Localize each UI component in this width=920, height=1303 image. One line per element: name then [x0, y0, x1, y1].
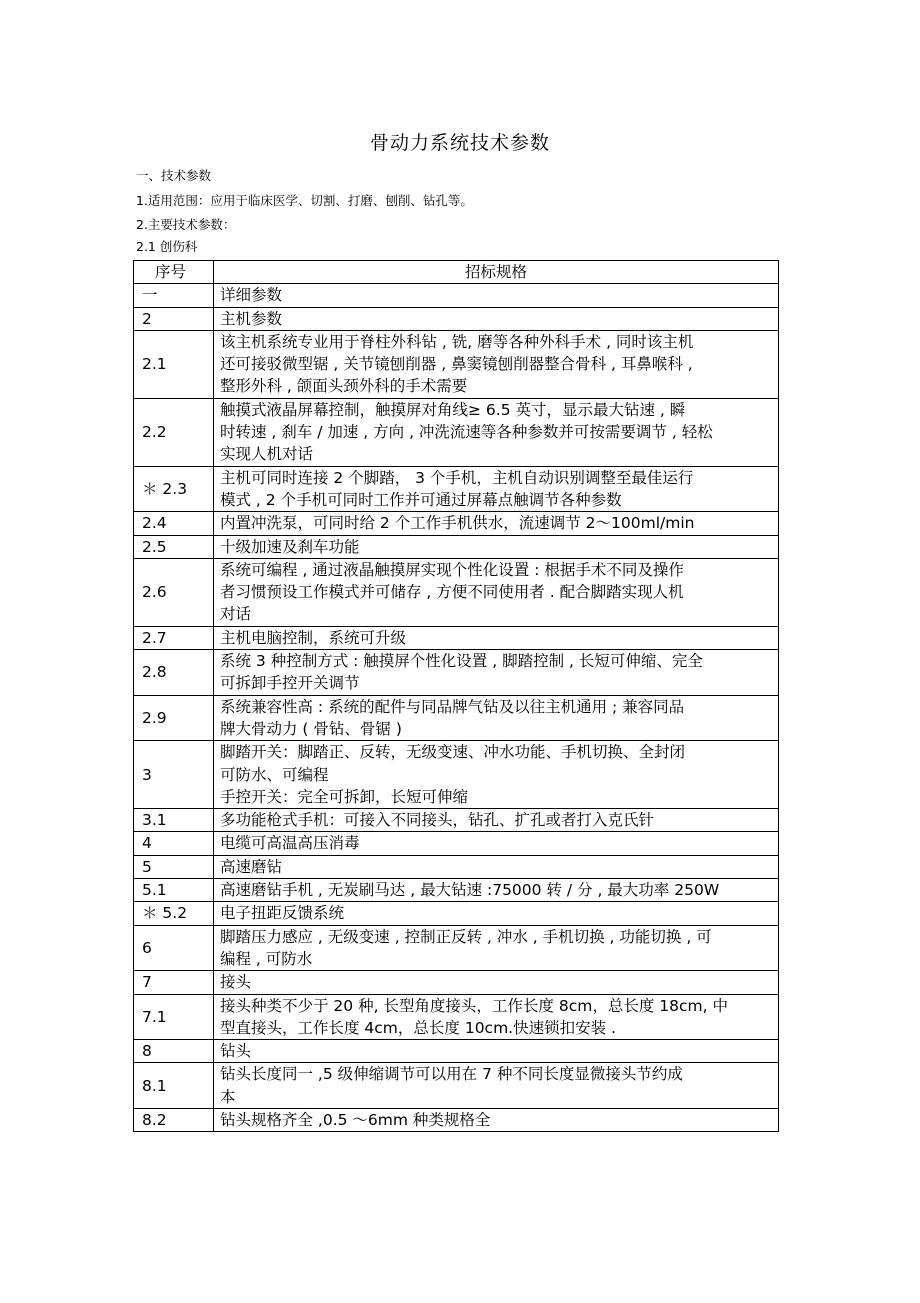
table-row: [134, 1063, 779, 1109]
row-spec: [214, 284, 779, 307]
row-spec: [214, 809, 779, 832]
header-number: 序号: [134, 261, 214, 284]
row-number: 2.7: [134, 626, 214, 649]
table-row: [134, 741, 779, 809]
table-row: [134, 330, 779, 398]
spec-line: 钻头长度同一 ,5 级伸缩调节可以用在 7 种不同长度显微接头节约成: [220, 1065, 683, 1084]
row-number: 2.5: [134, 535, 214, 558]
row-number: 7: [134, 971, 214, 994]
section-heading: 一、技术参数: [136, 168, 212, 183]
table-row: [134, 971, 779, 994]
table-row: [134, 809, 779, 832]
row-number: 2: [134, 307, 214, 330]
table-row: [134, 1108, 779, 1131]
row-number: 8.2: [134, 1108, 214, 1131]
table-row: [134, 284, 779, 307]
header-spec: 招标规格: [214, 261, 779, 284]
document-title: 骨动力系统技术参数: [369, 132, 550, 154]
row-spec: [214, 994, 779, 1040]
row-spec: [214, 741, 779, 809]
subsection-heading: 2.1 创伤科: [136, 239, 198, 254]
table-row: [134, 650, 779, 696]
row-spec: [214, 626, 779, 649]
spec-line: 对话: [220, 605, 252, 624]
table-row: [134, 879, 779, 902]
main-params-heading: 2.主要技术参数：: [136, 217, 236, 232]
spec-line: 本: [220, 1087, 236, 1106]
spec-line: 系统兼容性高 : 系统的配件与同品牌气钻及以往主机通用 ; 兼容同品: [220, 697, 685, 716]
row-number: 2.1: [134, 330, 214, 398]
row-spec: [214, 1040, 779, 1063]
spec-line: 者习惯预设工作模式并可储存 , 方便不同使用者 . 配合脚踏实现人机: [220, 583, 684, 602]
table-row: [134, 832, 779, 855]
row-spec: [214, 307, 779, 330]
row-spec: [214, 832, 779, 855]
row-number: 8.1: [134, 1063, 214, 1109]
table-row: [134, 1040, 779, 1063]
row-number: 2.9: [134, 695, 214, 741]
spec-line: 可拆卸手控开关调节: [220, 674, 360, 693]
spec-line: 整形外科 , 颌面头颈外科的手术需要: [220, 377, 468, 396]
row-number: 8: [134, 1040, 214, 1063]
row-number: 2.4: [134, 512, 214, 535]
table-row: [134, 994, 779, 1040]
row-number: 6: [134, 925, 214, 971]
spec-line: 还可接驳微型锯 , 关节镜刨削器 , 鼻窦镜刨削器整合骨科 , 耳鼻喉科 ,: [220, 355, 693, 374]
spec-line: 主机电脑控制，系统可升级: [220, 628, 407, 647]
row-spec: [214, 512, 779, 535]
spec-line: 高速磨钻: [220, 857, 283, 876]
table-header-row: [134, 261, 779, 284]
row-number: 2.8: [134, 650, 214, 696]
spec-line: 型直接头，工作长度 4cm，总长度 10cm.快速锁扣安装 .: [220, 1018, 616, 1037]
table-row: [134, 626, 779, 649]
spec-line: 实现人机对话: [220, 445, 314, 464]
row-number: 4: [134, 832, 214, 855]
row-number: 5.1: [134, 879, 214, 902]
row-number: 一: [134, 284, 214, 307]
spec-line: 该主机系统专业用于脊柱外科钻 , 铣, 磨等各种外科手术 , 同时该主机: [220, 332, 694, 351]
row-spec: [214, 1108, 779, 1131]
spec-line: 触摸式液晶屏幕控制，触摸屏对角线≥ 6.5 英寸，显示最大钻速 , 瞬: [220, 400, 686, 419]
spec-line: 主机参数: [220, 309, 283, 328]
table-row: [134, 558, 779, 626]
spec-line: 主机可同时连接 2 个脚踏， 3 个手机，主机自动识别调整至最佳运行: [220, 468, 694, 487]
spec-line: 接头种类不少于 20 种, 长型角度接头，工作长度 8cm，总长度 18cm, 中: [220, 996, 728, 1015]
row-number: ＊ 2.3: [134, 466, 214, 512]
spec-line: 钻头: [220, 1042, 252, 1061]
spec-line: 脚踏压力感应 , 无级变速 , 控制正反转 , 冲水 , 手机切换 , 功能切换 , 可: [220, 927, 712, 946]
row-spec: [214, 902, 779, 925]
row-spec: [214, 330, 779, 398]
spec-table: [133, 260, 779, 1132]
table-row: [134, 398, 779, 466]
row-spec: [214, 558, 779, 626]
row-spec: [214, 398, 779, 466]
spec-line: 钻头规格齐全 ,0.5 ～6mm 种类规格全: [220, 1110, 491, 1129]
spec-line: 详细参数: [220, 286, 283, 305]
spec-line: 可防水、可编程: [220, 765, 329, 784]
row-number: 2.6: [134, 558, 214, 626]
table-row: [134, 307, 779, 330]
spec-line: 编程 , 可防水: [220, 949, 313, 968]
spec-line: 时转速 , 刹车 / 加速 , 方向 , 冲洗流速等各种参数并可按需要调节 , 轻松: [220, 423, 713, 442]
scope-text: 1.适用范围：应用于临床医学、切割、打磨、刨削、钻孔等。: [136, 193, 473, 208]
row-spec: [214, 466, 779, 512]
table-row: [134, 902, 779, 925]
row-spec: [214, 1063, 779, 1109]
spec-line: 模式 , 2 个手机可同时工作并可通过屏幕点触调节各种参数: [220, 490, 622, 509]
row-spec: [214, 855, 779, 878]
spec-line: 系统 3 种控制方式 : 触摸屏个性化设置 , 脚踏控制 , 长短可伸缩、完全: [220, 652, 703, 671]
spec-line: 电缆可高温高压消毒: [220, 834, 360, 853]
spec-line: 脚踏开关：脚踏正、反转，无级变速、冲水功能、手机切换、全封闭: [220, 743, 686, 762]
row-spec: [214, 695, 779, 741]
row-spec: [214, 650, 779, 696]
spec-line: 十级加速及刹车功能: [220, 537, 360, 556]
table-row: [134, 466, 779, 512]
spec-line: 接头: [220, 973, 252, 992]
table-row: [134, 855, 779, 878]
row-number: 7.1: [134, 994, 214, 1040]
row-spec: [214, 535, 779, 558]
table-row: [134, 512, 779, 535]
table-row: [134, 535, 779, 558]
row-spec: [214, 925, 779, 971]
table-row: [134, 925, 779, 971]
table-row: [134, 695, 779, 741]
row-spec: [214, 971, 779, 994]
row-spec: [214, 879, 779, 902]
row-number: 3.1: [134, 809, 214, 832]
spec-line: 手控开关：完全可拆卸，长短可伸缩: [220, 787, 469, 806]
row-number: 2.2: [134, 398, 214, 466]
spec-line: 牌大骨动力 ( 骨钻、骨锯 ): [220, 719, 402, 738]
row-number: 5: [134, 855, 214, 878]
spec-line: 高速磨钻手机 , 无炭刷马达 , 最大钻速 :75000 转 / 分 , 最大功率 250W: [220, 881, 720, 900]
spec-line: 系统可编程 , 通过液晶触摸屏实现个性化设置 : 根据手术不同及操作: [220, 560, 684, 579]
spec-line: 内置冲洗泵，可同时给 2 个工作手机供水，流速调节 2～100ml/min: [220, 514, 695, 533]
row-number: 3: [134, 741, 214, 809]
spec-line: 多功能枪式手机：可接入不同接头，钻孔、扩孔或者打入克氏针: [220, 811, 655, 830]
row-number: ＊ 5.2: [134, 902, 214, 925]
spec-line: 电子扭距反馈系统: [220, 904, 345, 923]
